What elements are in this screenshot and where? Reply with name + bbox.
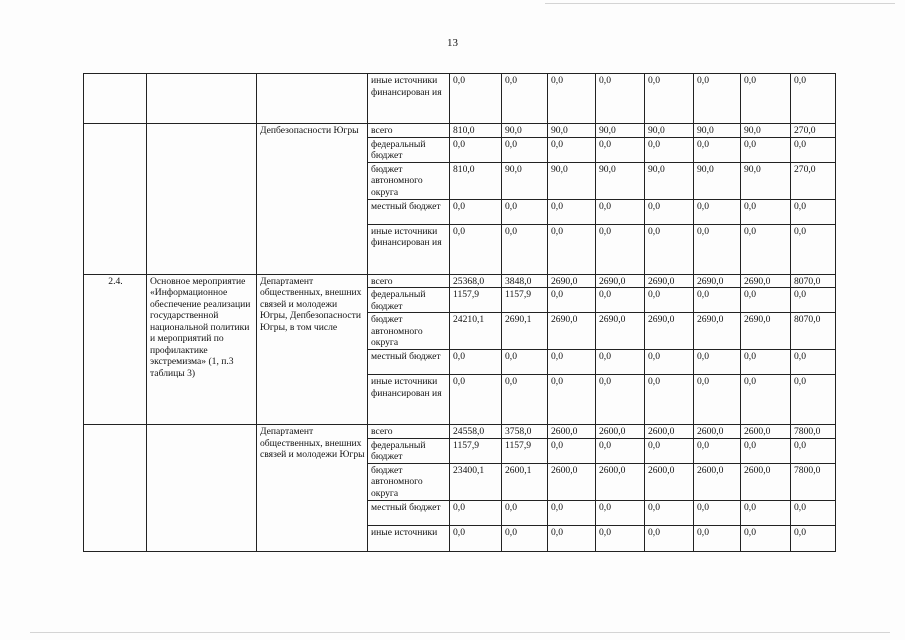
amount-cell: 0,0	[694, 350, 741, 375]
amount-cell: 0,0	[694, 500, 741, 525]
row-number	[84, 74, 147, 124]
row-number: 2.4.	[84, 274, 147, 425]
amount-cell: 0,0	[596, 375, 645, 425]
amount-cell: 3758,0	[502, 425, 548, 439]
amount-cell: 0,0	[741, 438, 791, 463]
amount-cell: 90,0	[741, 162, 791, 199]
amount-cell: 2600,0	[694, 463, 741, 500]
amount-cell: 0,0	[596, 350, 645, 375]
amount-cell: 2600,0	[548, 463, 596, 500]
funding-source: иные источники финансирован ия	[368, 375, 450, 425]
amount-cell: 2600,0	[645, 463, 694, 500]
amount-cell: 0,0	[548, 288, 596, 313]
amount-cell: 1157,9	[502, 438, 548, 463]
amount-cell: 0,0	[791, 500, 836, 525]
amount-cell: 0,0	[791, 137, 836, 162]
amount-cell: 0,0	[596, 199, 645, 224]
amount-cell: 0,0	[450, 199, 502, 224]
activity-name	[147, 74, 257, 124]
amount-cell: 2690,0	[741, 313, 791, 350]
amount-cell: 0,0	[548, 500, 596, 525]
amount-cell: 0,0	[502, 350, 548, 375]
amount-cell: 0,0	[502, 500, 548, 525]
funding-source: всего	[368, 425, 450, 439]
executor: Депбезопасности Югры	[257, 124, 368, 275]
amount-cell: 0,0	[450, 74, 502, 124]
amount-cell: 0,0	[694, 224, 741, 274]
amount-cell: 1157,9	[450, 438, 502, 463]
amount-cell: 270,0	[791, 124, 836, 138]
row-number	[84, 124, 147, 275]
table-row	[84, 425, 836, 439]
amount-cell: 0,0	[741, 74, 791, 124]
amount-cell: 0,0	[694, 438, 741, 463]
amount-cell: 0,0	[596, 74, 645, 124]
amount-cell: 0,0	[741, 288, 791, 313]
amount-cell: 90,0	[645, 162, 694, 199]
amount-cell: 0,0	[502, 137, 548, 162]
amount-cell: 2600,0	[596, 425, 645, 439]
amount-cell: 0,0	[694, 137, 741, 162]
amount-cell: 0,0	[502, 74, 548, 124]
amount-cell: 90,0	[502, 162, 548, 199]
amount-cell: 2600,0	[645, 425, 694, 439]
amount-cell: 0,0	[741, 199, 791, 224]
amount-cell: 810,0	[450, 162, 502, 199]
amount-cell: 0,0	[645, 525, 694, 551]
amount-cell: 0,0	[694, 525, 741, 551]
activity-name	[147, 425, 257, 552]
amount-cell: 0,0	[791, 375, 836, 425]
amount-cell: 0,0	[548, 137, 596, 162]
amount-cell: 2600,0	[741, 463, 791, 500]
table-row	[84, 124, 836, 138]
amount-cell: 0,0	[741, 350, 791, 375]
amount-cell: 0,0	[741, 525, 791, 551]
scan-artifact-top	[545, 3, 895, 4]
amount-cell: 0,0	[502, 224, 548, 274]
amount-cell: 0,0	[694, 288, 741, 313]
funding-source: федеральный бюджет	[368, 438, 450, 463]
amount-cell: 2600,0	[694, 425, 741, 439]
amount-cell: 0,0	[791, 224, 836, 274]
amount-cell: 0,0	[791, 199, 836, 224]
amount-cell: 1157,9	[450, 288, 502, 313]
amount-cell: 90,0	[596, 162, 645, 199]
amount-cell: 90,0	[645, 124, 694, 138]
amount-cell: 2690,0	[548, 274, 596, 288]
amount-cell: 0,0	[596, 525, 645, 551]
amount-cell: 0,0	[548, 438, 596, 463]
funding-source: всего	[368, 274, 450, 288]
funding-source: иные источники финансирован ия	[368, 74, 450, 124]
amount-cell: 90,0	[694, 162, 741, 199]
activity-name	[147, 124, 257, 275]
amount-cell: 90,0	[502, 124, 548, 138]
amount-cell: 2690,0	[694, 274, 741, 288]
amount-cell: 0,0	[791, 525, 836, 551]
executor: Департамент общественных, внешних связей и молодежи Югры, Депбезопасности Югры, в том числе	[257, 274, 368, 425]
amount-cell: 0,0	[502, 375, 548, 425]
amount-cell: 2600,1	[502, 463, 548, 500]
page-number: 13	[447, 37, 458, 49]
amount-cell: 0,0	[548, 74, 596, 124]
funding-source: бюджет автономного округа	[368, 162, 450, 199]
amount-cell: 25368,0	[450, 274, 502, 288]
amount-cell: 0,0	[645, 375, 694, 425]
table-row	[84, 274, 836, 288]
amount-cell: 0,0	[450, 375, 502, 425]
amount-cell: 0,0	[596, 137, 645, 162]
amount-cell: 0,0	[791, 438, 836, 463]
amount-cell: 90,0	[596, 124, 645, 138]
amount-cell: 0,0	[450, 350, 502, 375]
funding-source: бюджет автономного округа	[368, 313, 450, 350]
amount-cell: 2600,0	[548, 425, 596, 439]
activity-name: Основное мероприятие «Информационное обеспечение реализации государственной национальной политики и мероприятий по профилактике экстремизма» (1, п.3 таблицы 3)	[147, 274, 257, 425]
amount-cell: 8070,0	[791, 274, 836, 288]
amount-cell: 0,0	[694, 199, 741, 224]
funding-source: бюджет автономного округа	[368, 463, 450, 500]
amount-cell: 0,0	[645, 224, 694, 274]
amount-cell: 2690,0	[596, 274, 645, 288]
amount-cell: 2690,0	[694, 313, 741, 350]
amount-cell: 7800,0	[791, 425, 836, 439]
amount-cell: 0,0	[645, 350, 694, 375]
amount-cell: 2690,0	[645, 274, 694, 288]
amount-cell: 23400,1	[450, 463, 502, 500]
amount-cell: 0,0	[791, 350, 836, 375]
amount-cell: 0,0	[450, 137, 502, 162]
budget-table	[83, 73, 836, 552]
amount-cell: 0,0	[645, 500, 694, 525]
funding-source: иные источники финансирован ия	[368, 224, 450, 274]
funding-source: местный бюджет	[368, 350, 450, 375]
amount-cell: 8070,0	[791, 313, 836, 350]
funding-source: иные источники	[368, 525, 450, 551]
amount-cell: 2690,0	[596, 313, 645, 350]
amount-cell: 0,0	[450, 224, 502, 274]
amount-cell: 0,0	[596, 224, 645, 274]
amount-cell: 0,0	[741, 500, 791, 525]
amount-cell: 0,0	[645, 137, 694, 162]
executor: Департамент общественных, внешних связей и молодежи Югры	[257, 425, 368, 552]
amount-cell: 0,0	[741, 375, 791, 425]
funding-source: местный бюджет	[368, 500, 450, 525]
amount-cell: 90,0	[694, 124, 741, 138]
funding-source: федеральный бюджет	[368, 137, 450, 162]
amount-cell: 0,0	[502, 199, 548, 224]
funding-source: местный бюджет	[368, 199, 450, 224]
amount-cell: 2600,0	[741, 425, 791, 439]
amount-cell: 90,0	[741, 124, 791, 138]
table-row	[84, 74, 836, 124]
amount-cell: 1157,9	[502, 288, 548, 313]
amount-cell: 810,0	[450, 124, 502, 138]
amount-cell: 0,0	[694, 375, 741, 425]
funding-source: федеральный бюджет	[368, 288, 450, 313]
amount-cell: 0,0	[450, 500, 502, 525]
amount-cell: 7800,0	[791, 463, 836, 500]
amount-cell: 0,0	[694, 74, 741, 124]
amount-cell: 2690,0	[645, 313, 694, 350]
amount-cell: 0,0	[596, 500, 645, 525]
scan-artifact-bottom	[30, 632, 890, 633]
amount-cell: 0,0	[596, 288, 645, 313]
amount-cell: 0,0	[741, 224, 791, 274]
amount-cell: 0,0	[791, 74, 836, 124]
amount-cell: 0,0	[645, 288, 694, 313]
amount-cell: 90,0	[548, 124, 596, 138]
amount-cell: 2690,0	[548, 313, 596, 350]
amount-cell: 24210,1	[450, 313, 502, 350]
amount-cell: 2690,1	[502, 313, 548, 350]
executor	[257, 74, 368, 124]
amount-cell: 0,0	[548, 525, 596, 551]
amount-cell: 0,0	[596, 438, 645, 463]
amount-cell: 24558,0	[450, 425, 502, 439]
amount-cell: 2600,0	[596, 463, 645, 500]
row-number	[84, 425, 147, 552]
funding-source: всего	[368, 124, 450, 138]
amount-cell: 90,0	[548, 162, 596, 199]
amount-cell: 0,0	[791, 288, 836, 313]
amount-cell: 0,0	[548, 350, 596, 375]
amount-cell: 270,0	[791, 162, 836, 199]
amount-cell: 0,0	[450, 525, 502, 551]
amount-cell: 0,0	[741, 137, 791, 162]
amount-cell: 0,0	[645, 438, 694, 463]
amount-cell: 0,0	[548, 199, 596, 224]
amount-cell: 0,0	[645, 199, 694, 224]
amount-cell: 0,0	[502, 525, 548, 551]
amount-cell: 0,0	[548, 224, 596, 274]
amount-cell: 3848,0	[502, 274, 548, 288]
amount-cell: 2690,0	[741, 274, 791, 288]
amount-cell: 0,0	[645, 74, 694, 124]
amount-cell: 0,0	[548, 375, 596, 425]
